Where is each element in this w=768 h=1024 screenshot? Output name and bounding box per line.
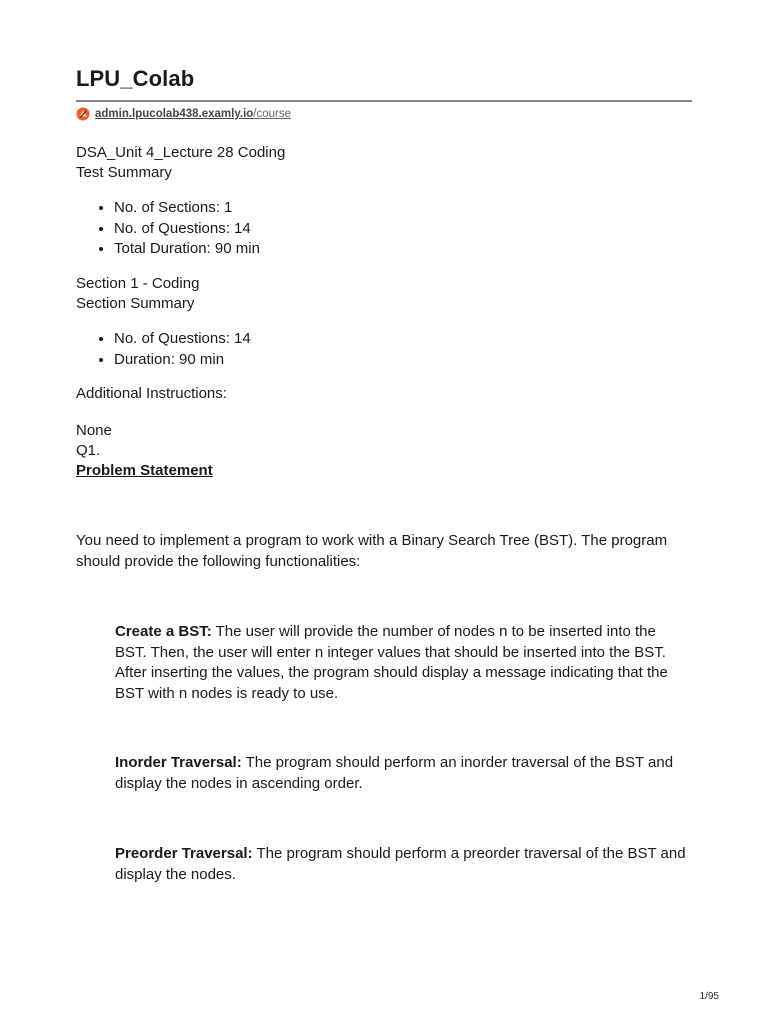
feature-preorder-traversal: [115, 844, 689, 885]
list-item: • No. of Sections: 1: [114, 198, 260, 219]
feature-text: The program should perform a preorder traversal of the BST and display the nodes.: [115, 845, 686, 883]
test-name: DSA_Unit 4_Lecture 28 Coding: [76, 144, 286, 161]
list-item: • No. of Questions: 14: [114, 329, 251, 350]
section-summary-list: [76, 329, 251, 370]
problem-intro: You need to implement a program to work with a Binary Search Tree (BST). The program should provide the following functionalities:: [76, 532, 668, 570]
page-number: 1/95: [699, 991, 719, 1002]
feature-title: Preorder Traversal:: [115, 845, 253, 862]
source-domain[interactable]: admin.lpucolab438.examly.io: [95, 108, 254, 120]
test-summary-list: [76, 198, 260, 260]
feature-text: The user will provide the number of nodes n to be inserted into the BST. Then, the user will enter n integer values that should be inserted into the BST. After inserting the values, the program should display a message indicating that the BST with n nodes is ready to use.: [115, 623, 668, 702]
source-path[interactable]: /course: [253, 108, 292, 120]
list-item: • No. of Questions: 14: [114, 219, 260, 240]
title-divider: [76, 100, 692, 102]
page-title: LPU_Colab: [76, 66, 195, 91]
feature-title: Create a BST:: [115, 623, 212, 640]
feature-text: The program should perform an inorder traversal of the BST and display the nodes in ascending order.: [115, 754, 674, 792]
feature-inorder-traversal: [115, 753, 689, 794]
question-number: Q1.: [76, 442, 101, 459]
list-item: • Duration: 90 min: [114, 350, 251, 371]
feature-title: Inorder Traversal:: [115, 754, 242, 771]
feature-create-bst: [115, 622, 689, 704]
additional-instructions-label: Additional Instructions:: [76, 385, 227, 402]
section-summary-label: Section Summary: [76, 295, 195, 312]
list-item: • Total Duration: 90 min: [114, 239, 260, 260]
problem-statement-heading: Problem Statement: [76, 462, 213, 479]
section-name: Section 1 - Coding: [76, 275, 200, 292]
site-logo-icon: [76, 107, 90, 121]
additional-instructions-value: None: [76, 422, 112, 439]
source-link[interactable]: [76, 107, 291, 121]
test-summary-label: Test Summary: [76, 164, 172, 181]
